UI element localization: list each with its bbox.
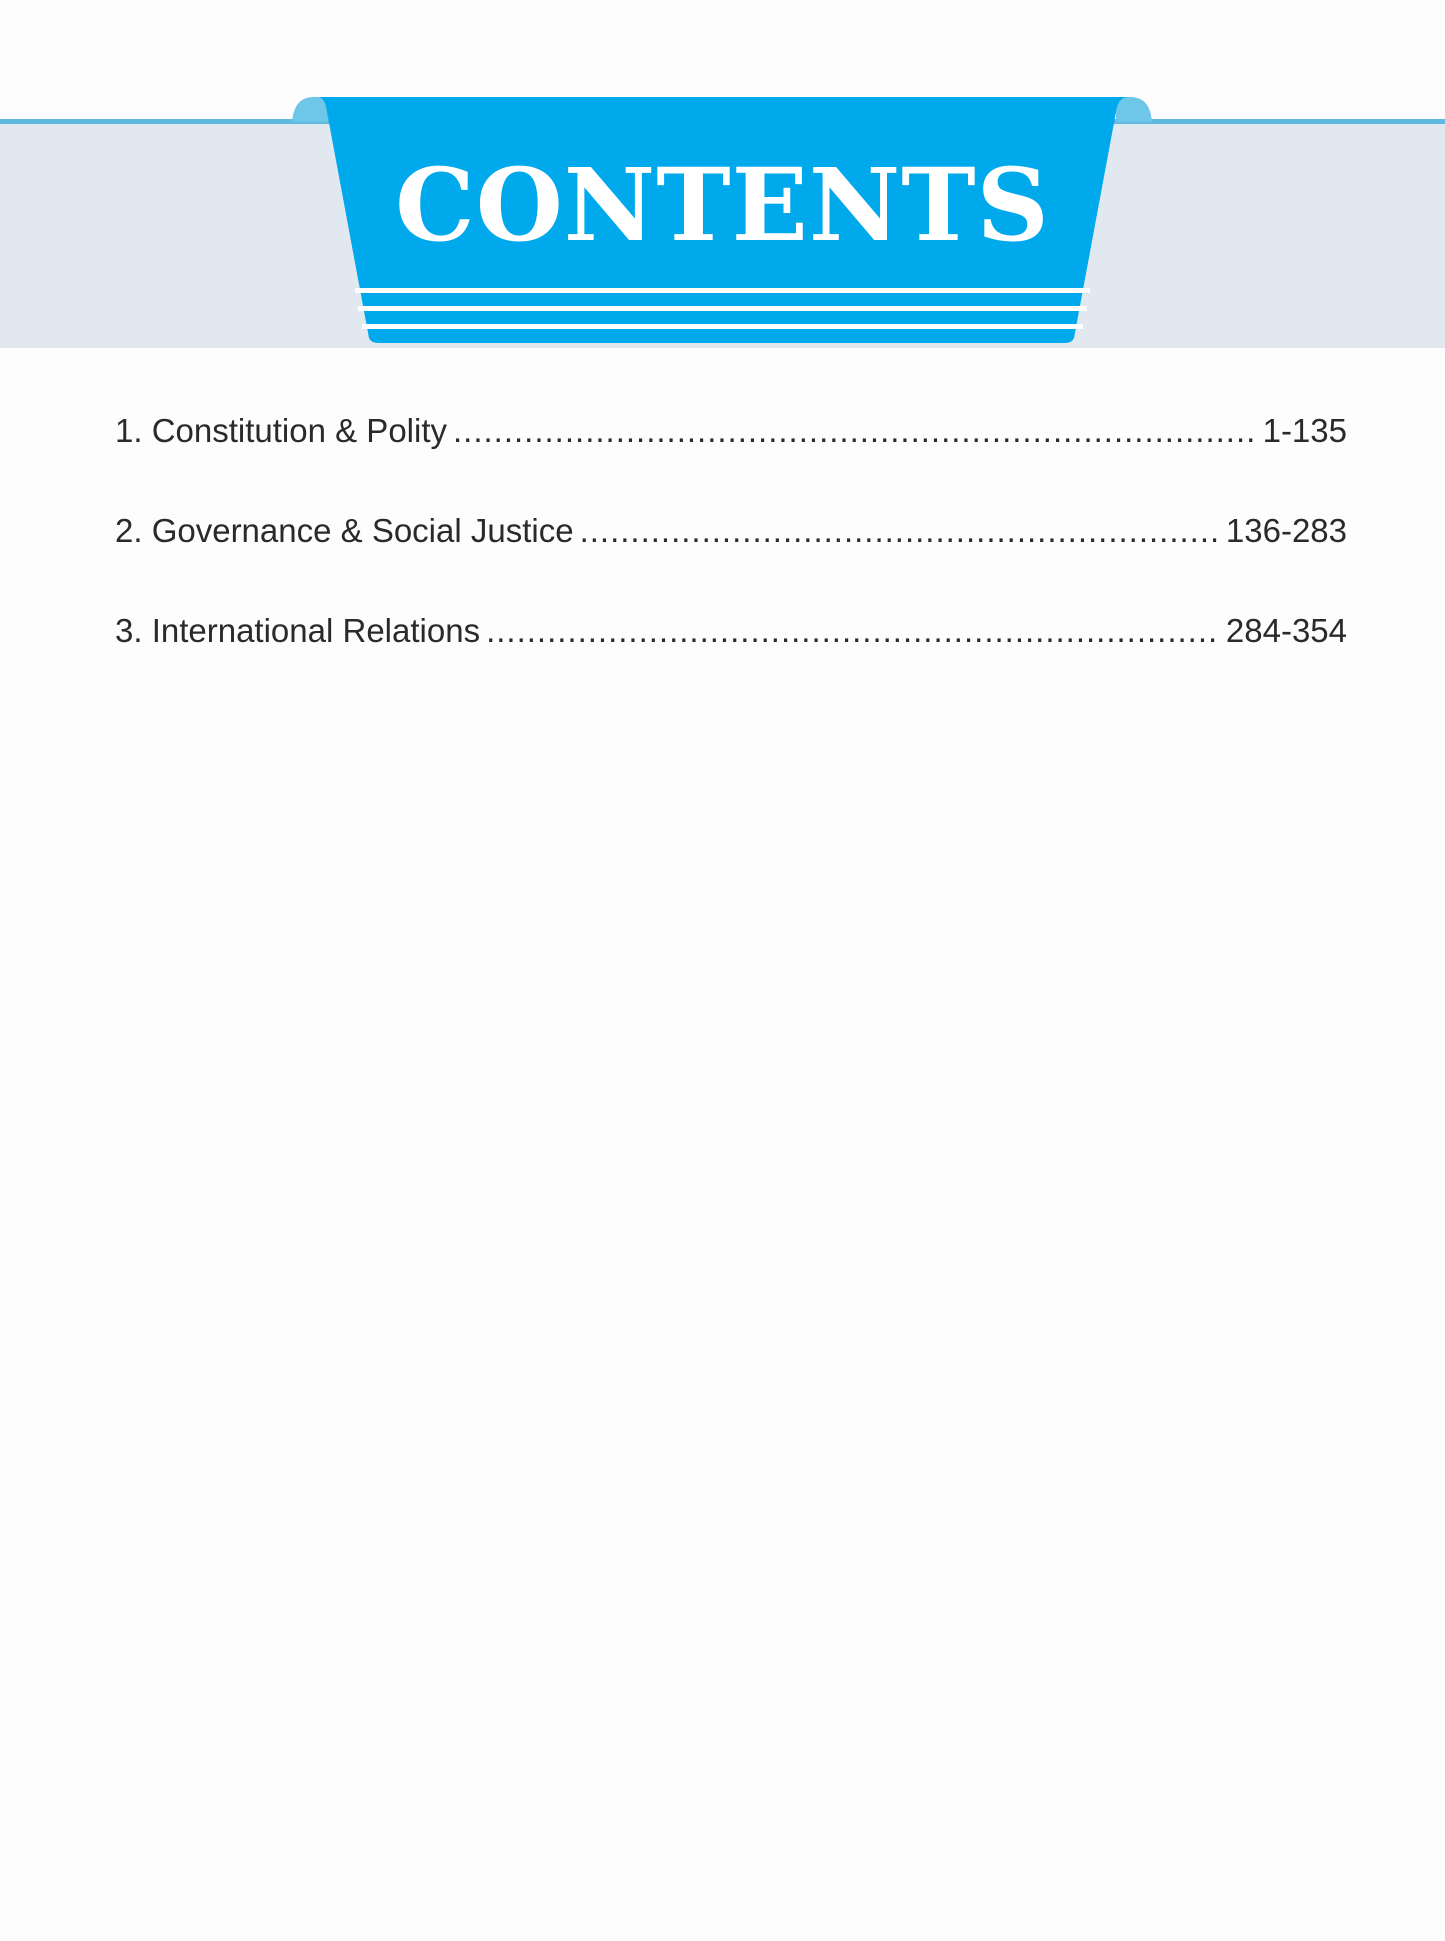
toc-entry-pages: 284-354 <box>1225 612 1347 649</box>
toc-entry-pages: 136-283 <box>1225 512 1347 549</box>
toc-entry-label: 2. Governance & Social Justice <box>115 512 574 549</box>
toc-entry-label: 3. International Relations <box>115 612 481 649</box>
toc-leader-dots <box>580 512 1218 550</box>
table-of-contents <box>115 412 1347 712</box>
toc-leader-dots <box>486 612 1218 650</box>
ribbon-stripe-3 <box>362 324 1083 329</box>
ribbon-left-fold <box>292 97 328 122</box>
ribbon-stripe-1 <box>355 288 1090 293</box>
toc-leader-dots <box>453 412 1255 450</box>
toc-entry[interactable] <box>115 412 1347 512</box>
ribbon-stripe-2 <box>358 306 1087 311</box>
toc-entry[interactable] <box>115 612 1347 712</box>
header-banner <box>0 0 1445 348</box>
page-title: CONTENTS <box>395 146 1050 264</box>
toc-entry-pages: 1-135 <box>1262 412 1347 449</box>
ribbon-right-fold <box>1116 97 1152 122</box>
toc-entry-label: 1. Constitution & Polity <box>115 412 447 449</box>
toc-entry[interactable] <box>115 512 1347 612</box>
